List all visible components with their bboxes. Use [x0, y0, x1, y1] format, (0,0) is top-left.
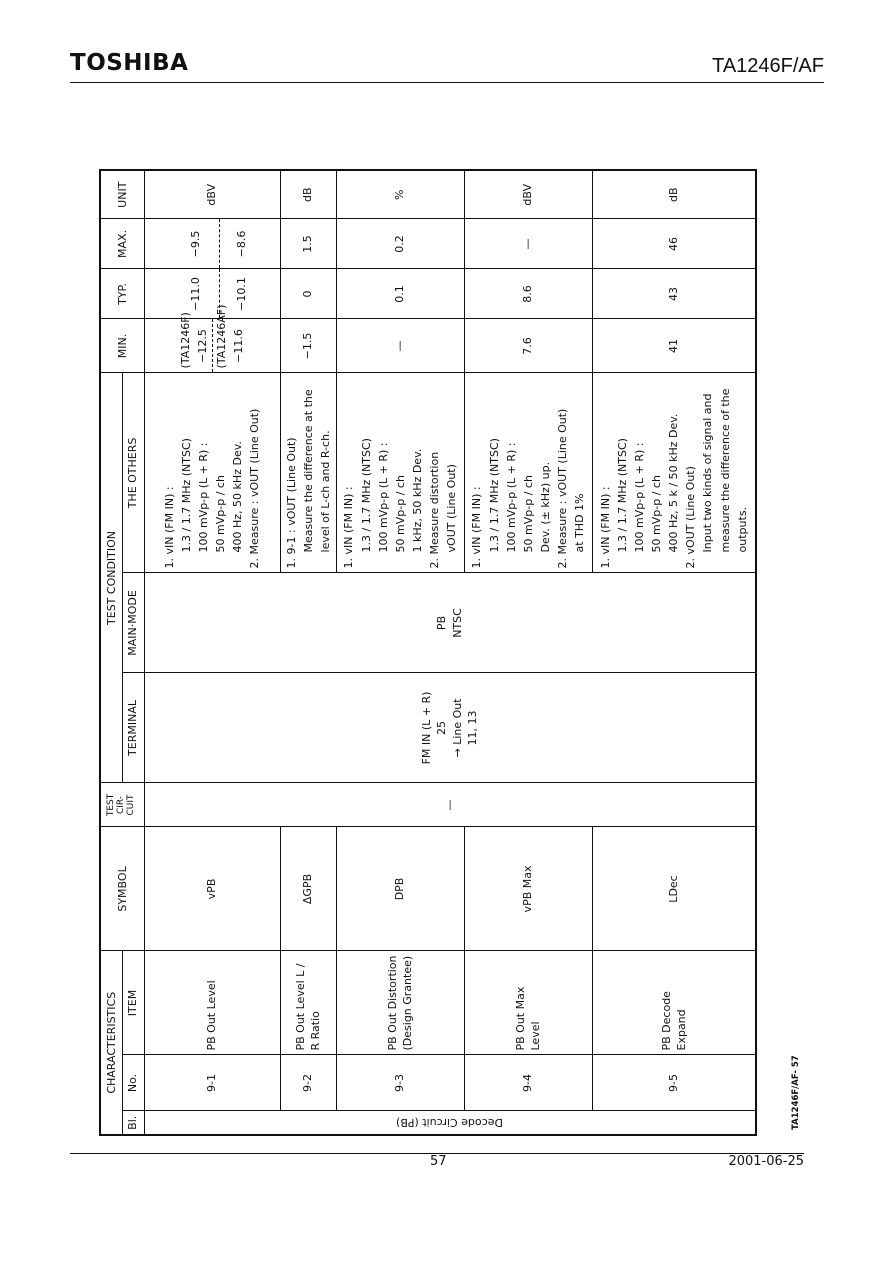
row-typ: 0 [280, 269, 336, 319]
cond-line: 1. vIN (FM IN) : [342, 486, 356, 569]
header-test-circuit: TEST CIR-CUIT [100, 783, 144, 827]
row-unit: % [336, 170, 464, 219]
cond-line: 1. vIN (FM IN) : [162, 486, 176, 569]
header-the-others: THE OTHERS [122, 373, 144, 573]
header-typ: TYP. [100, 269, 144, 319]
row-max: 46 [592, 219, 756, 269]
spec-table [99, 169, 757, 1136]
header-max: MAX. [100, 219, 144, 269]
cond-line: 1.3 / 1.7 MHz (NTSC) [616, 438, 630, 553]
typ-value: −10.1 [219, 269, 250, 318]
row-no: 9-3 [336, 1055, 464, 1111]
row-min: 41 [592, 319, 756, 373]
row-symbol: vPB Max [464, 827, 592, 951]
row-item: PB Out Max Level [464, 951, 592, 1055]
row-max: 0.2 [336, 219, 464, 269]
side-page-note: TA1246F/AF- 57 [791, 1055, 801, 1130]
cond-line: Input two kinds of signal and [701, 393, 715, 553]
block-label-cell [144, 1111, 756, 1135]
row-symbol: LDec [592, 827, 756, 951]
max-value: −8.6 [219, 219, 250, 268]
cond-line: 50 mVp-p / ch [393, 475, 407, 553]
row-others [280, 373, 336, 573]
cond-line: 1. vIN (FM IN) : [470, 486, 484, 569]
cond-line: 1.3 / 1.7 MHz (NTSC) [359, 438, 373, 553]
min-variant-label: (TA1246F) [178, 312, 192, 369]
row-symbol: ΔGPB [280, 827, 336, 951]
row-unit: dB [280, 170, 336, 219]
row-item: PB Out Level L / R Ratio [280, 951, 336, 1055]
cond-line: 2. Measure distortion [427, 451, 441, 569]
cond-line: level of L-ch and R-ch. [318, 430, 332, 553]
row-others [592, 373, 756, 573]
row-max: 1.5 [280, 219, 336, 269]
min-variant-label: (TA1246AF) [212, 319, 230, 372]
row-unit: dBV [464, 170, 592, 219]
row-symbol: vPB [144, 827, 280, 951]
row-others [336, 373, 464, 573]
row-typ: 43 [592, 269, 756, 319]
row-no: 9-2 [280, 1055, 336, 1111]
row-symbol: DPB [336, 827, 464, 951]
row-item: PB Out Level [144, 951, 280, 1055]
header-characteristics: CHARACTERISTICS [100, 951, 122, 1135]
row-unit: dB [592, 170, 756, 219]
cond-line: 1. 9-1 : vOUT (Line Out) [284, 437, 298, 569]
cond-line: 100 mVp-p (L + R) : [504, 442, 518, 553]
header-test-condition: TEST CONDITION [100, 373, 122, 783]
main-mode-line: PB [435, 615, 449, 631]
row-typ: 0.1 [336, 269, 464, 319]
typ-value: −11.0 [189, 277, 203, 311]
cond-line: 2. vOUT (Line Out) [684, 466, 698, 569]
cond-line: Dev. (± kHz) up. [538, 461, 552, 553]
cond-line: 1.3 / 1.7 MHz (NTSC) [487, 438, 501, 553]
terminal-line: 11, 13 [466, 710, 480, 746]
row-min: −1.5 [280, 319, 336, 373]
page-number: 57 [430, 1154, 447, 1169]
brand-logo: TOSHIBA [70, 50, 189, 76]
block-label: Decode Circuit (PB) [396, 1116, 504, 1130]
cond-line: 2. Measure : vOUT (Line Out) [555, 408, 569, 569]
cond-line: 100 mVp-p (L + R) : [196, 442, 210, 553]
row-no: 9-5 [592, 1055, 756, 1111]
cond-line: 100 mVp-p (L + R) : [376, 442, 390, 553]
cond-line: 400 Hz, 50 kHz Dev. [231, 441, 245, 553]
terminal-line: → Line Out [450, 698, 464, 758]
main-mode-line: NTSC [450, 608, 464, 638]
row-no: 9-4 [464, 1055, 592, 1111]
header-main-mode: MAIN·MODE [122, 573, 144, 673]
document-date: 2001-06-25 [728, 1154, 804, 1169]
cond-line: 1.3 / 1.7 MHz (NTSC) [179, 438, 193, 553]
header-rule [70, 82, 824, 83]
header-terminal: TERMINAL [122, 673, 144, 783]
max-value: −9.5 [189, 230, 203, 258]
min-value: −11.6 [231, 329, 245, 363]
row-max [144, 219, 280, 269]
row-max: — [464, 219, 592, 269]
terminal-cell [144, 673, 756, 783]
row-unit: dBV [144, 170, 280, 219]
cond-line: at THD 1% [572, 493, 586, 553]
cond-line: 2. Measure : vOUT (Line Out) [248, 408, 262, 569]
header-bl: Bl. [122, 1111, 144, 1135]
cond-line: Measure the difference at the [301, 389, 315, 553]
row-others [144, 373, 280, 573]
cond-line: outputs. [735, 506, 749, 553]
row-min [144, 304, 280, 373]
terminal-line: FM IN (L + R) [420, 691, 434, 765]
header-item: ITEM [122, 951, 144, 1055]
header-unit: UNIT [100, 170, 144, 219]
row-min: 7.6 [464, 319, 592, 373]
cond-line: 50 mVp-p / ch [214, 475, 227, 553]
cond-line: 1. vIN (FM IN) : [599, 486, 613, 569]
main-mode-cell [144, 573, 756, 673]
row-min: — [336, 319, 464, 373]
row-no: 9-1 [144, 1055, 280, 1111]
spec-table-container [99, 171, 749, 1136]
cond-line: 50 mVp-p / ch [650, 475, 664, 553]
cond-line: measure the difference of the [718, 388, 732, 553]
cond-line: 100 mVp-p (L + R) : [633, 442, 647, 553]
test-circuit-cell: — [144, 783, 756, 827]
header-symbol: SYMBOL [100, 827, 144, 951]
row-item: PB Out Distortion (Design Grantee) [336, 951, 464, 1055]
header-min: MIN. [100, 319, 144, 373]
cond-line: vOUT (Line Out) [444, 464, 458, 553]
part-number: TA1246F/AF [712, 55, 824, 77]
cond-line: 50 mVp-p / ch [521, 475, 535, 553]
row-item: PB Decode Expand [592, 951, 756, 1055]
min-value: −12.5 [196, 329, 210, 363]
row-others [464, 373, 592, 573]
terminal-line: 25 [435, 720, 449, 735]
row-typ [144, 269, 280, 319]
cond-line: 1 kHz, 50 kHz Dev. [410, 448, 424, 553]
header-no: No. [122, 1055, 144, 1111]
row-typ: 8.6 [464, 269, 592, 319]
cond-line: 400 Hz, 5 k / 50 kHz Dev. [667, 413, 681, 553]
